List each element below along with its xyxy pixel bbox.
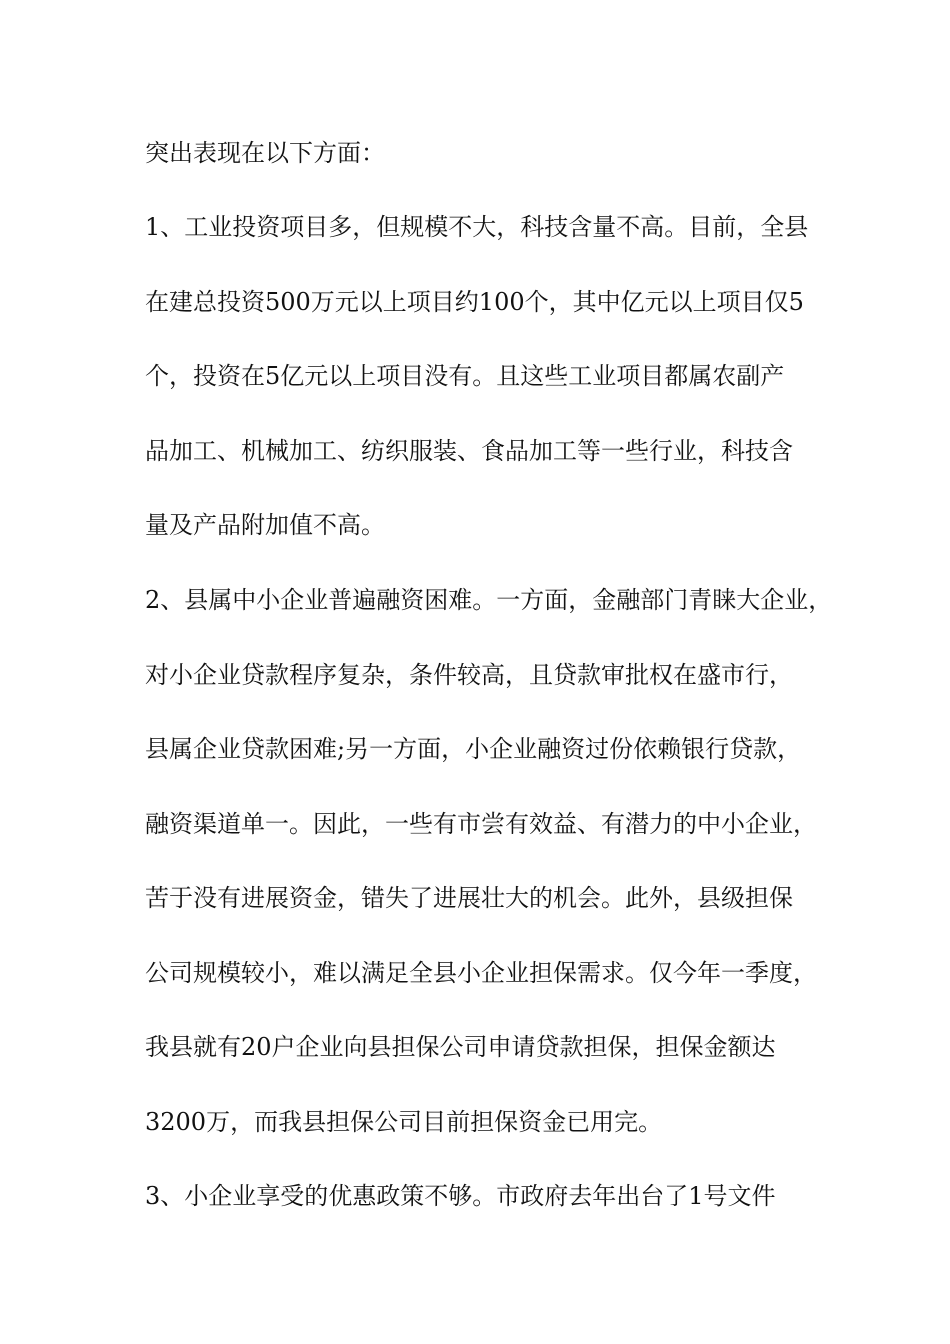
- text-line: 融资渠道单一。因此，一些有市尝有效益、有潜力的中小企业，: [145, 810, 817, 838]
- text-line: 品加工、机械加工、纺织服装、食品加工等一些行业，科技含: [145, 437, 793, 465]
- text-line: 苦于没有进展资金，错失了进展壮大的机会。此外，县级担保: [145, 884, 793, 912]
- text-line: 公司规模较小，难以满足全县小企业担保需求。仅今年一季度，: [145, 959, 817, 987]
- text-line: 我县就有20户企业向县担保公司申请贷款担保，担保金额达: [145, 1033, 776, 1061]
- text-line: 县属企业贷款困难;另一方面，小企业融资过份依赖银行贷款，: [145, 735, 802, 763]
- text-line: 量及产品附加值不高。: [145, 511, 385, 539]
- text-line: 在建总投资500万元以上项目约100个，其中亿元以上项目仅5: [145, 288, 804, 316]
- text-line: 个，投资在5亿元以上项目没有。且这些工业项目都属农副产: [145, 362, 785, 390]
- text-line: 突出表现在以下方面：: [145, 139, 385, 167]
- text-line: 对小企业贷款程序复杂，条件较高，且贷款审批权在盛市行，: [145, 661, 793, 689]
- text-line: 2、县属中小企业普遍融资困难。一方面，金融部门青睐大企业，: [145, 586, 833, 614]
- text-line: 1、工业投资项目多，但规模不大，科技含量不高。目前，全县: [145, 213, 809, 241]
- text-line: 3、小企业享受的优惠政策不够。市政府去年出台了1号文件: [145, 1182, 776, 1210]
- text-line: 3200万，而我县担保公司目前担保资金已用完。: [145, 1108, 663, 1136]
